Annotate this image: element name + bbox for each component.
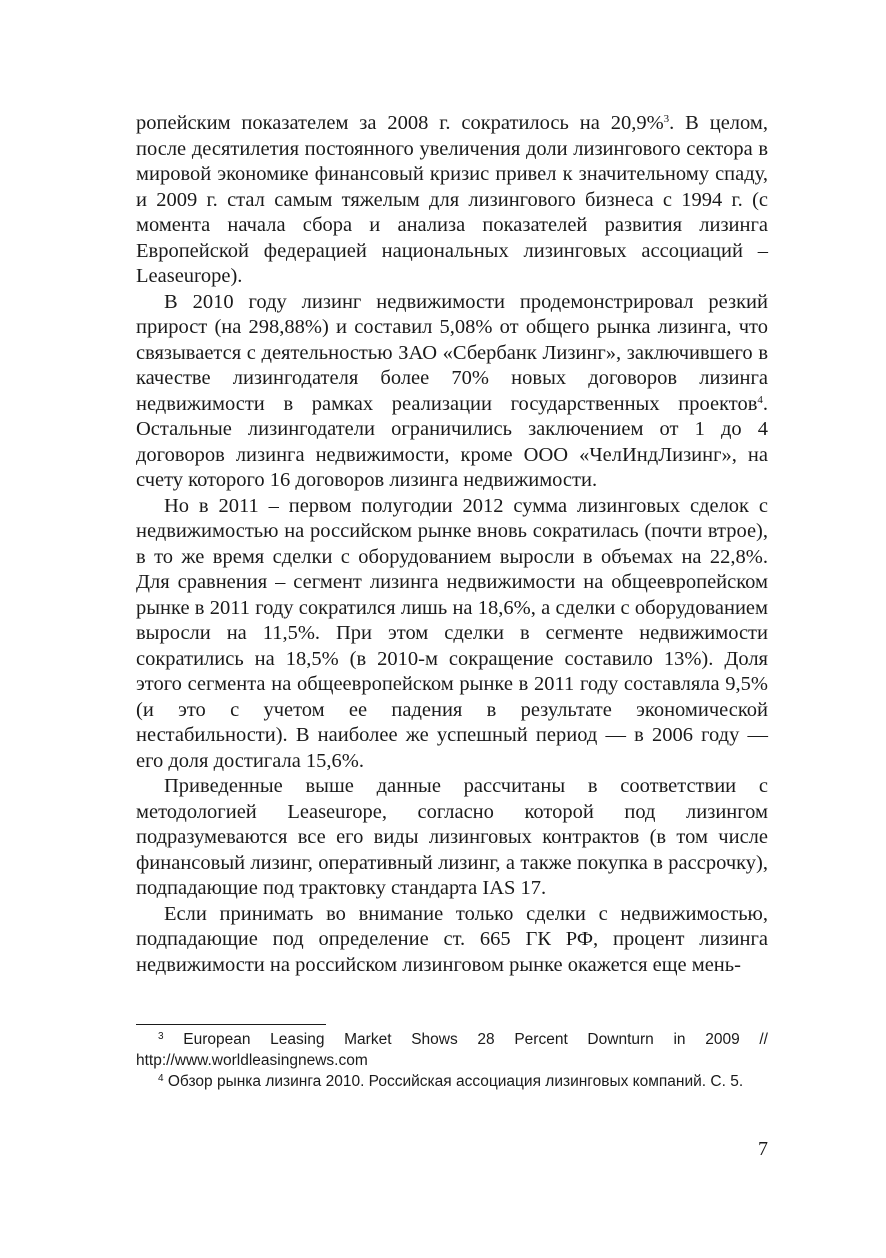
footnote-divider <box>136 1024 326 1025</box>
footnote-text: European Leasing Market Shows 28 Percent Downturn in 2009 // http://www.worldleasingnews.com <box>136 1031 768 1069</box>
footnotes <box>136 1024 768 1092</box>
paragraph-3 <box>136 494 768 775</box>
footnote-text: Обзор рынка лизинга 2010. Российская ассоциация лизинговых компаний. С. 5. <box>167 1073 744 1090</box>
footnote-4 <box>136 1071 768 1092</box>
footnote-ref-4[interactable]: 4 <box>757 393 763 406</box>
paragraph-text: Приведенные выше данные рассчитаны в соответствии с методологией Leaseurope, согласно которой под лизингом подразумеваются все его виды лизинговых контрактов (в том числе финансовый лизинг, оперативный лизинг, а также покупка в рассрочку), подпадающие под трактовку стандарта IAS 17. <box>136 775 768 899</box>
paragraph-text: Но в 2011 – первом полугодии 2012 сумма лизинговых сделок с недвижимостью на российском рынке вновь сократилась (почти втрое), в то же время сделки с оборудованием выросли в объемах на 22,8%. Для сравнения – сегмент лизинга недвижимости на общеевропейском рынке в 2011 году сократился лишь на 18,6%, а сделки с оборудованием выросли на 11,5%. При этом сделки в сегменте недвижимости сократились на 18,5% (в 2010-м сокращение составило 13%). Доля этого сегмента на общеевропейском рынке в 2011 году составляла 9,5% (и это с учетом ее падения в результате экономической нестабильности). В наиболее же успешный период — в 2006 году — его доля достигала 15,6%. <box>136 494 768 772</box>
footnote-number: 4 <box>158 1073 164 1084</box>
paragraph-1 <box>136 111 768 290</box>
body-text <box>136 111 768 978</box>
paragraph-text-tail: . Остальные лизингодатели ограничились заключением от 1 до 4 договоров лизинга недвижимости, кроме ООО «ЧелИндЛизинг», на счету которого 16 договоров лизинга недвижимости. <box>136 392 768 491</box>
paragraph-text: В 2010 году лизинг недвижимости продемонстрировал резкий прирост (на 298,88%) и составил 5,08% от общего рынка лизинга, что связывается с деятельностью ЗАО «Сбербанк Лизинг», заключившего в качестве лизингодателя более 70% новых договоров лизинга недвижимости в рамках реализации государственных проектов <box>136 290 768 415</box>
footnote-3 <box>136 1029 768 1071</box>
paragraph-5 <box>136 902 768 979</box>
paragraph-text: Если принимать во внимание только сделки с недвижимостью, подпадающие под определение ст. 665 ГК РФ, процент лизинга недвижимости на российском лизинговом рынке окажется еще мень- <box>136 902 768 976</box>
paragraph-text-tail: . В целом, после десятилетия постоянного увеличения доли лизингового сектора в мировой экономике финансовый кризис привел к значительному спаду, и 2009 г. стал самым тяжелым для лизингового бизнеса с 1994 г. (с момента начала сбора и анализа показателей развития лизинга Европейской федерацией национальных лизинговых ассоциаций – Leaseurope). <box>136 112 768 287</box>
paragraph-4 <box>136 774 768 902</box>
page-body <box>136 111 768 978</box>
footnote-number: 3 <box>158 1031 164 1042</box>
paragraph-text: ропейским показателем за 2008 г. сократилось на 20,9% <box>136 112 664 134</box>
paragraph-2 <box>136 290 768 494</box>
page-number: 7 <box>758 1138 768 1160</box>
footnote-ref-3[interactable]: 3 <box>663 113 670 125</box>
